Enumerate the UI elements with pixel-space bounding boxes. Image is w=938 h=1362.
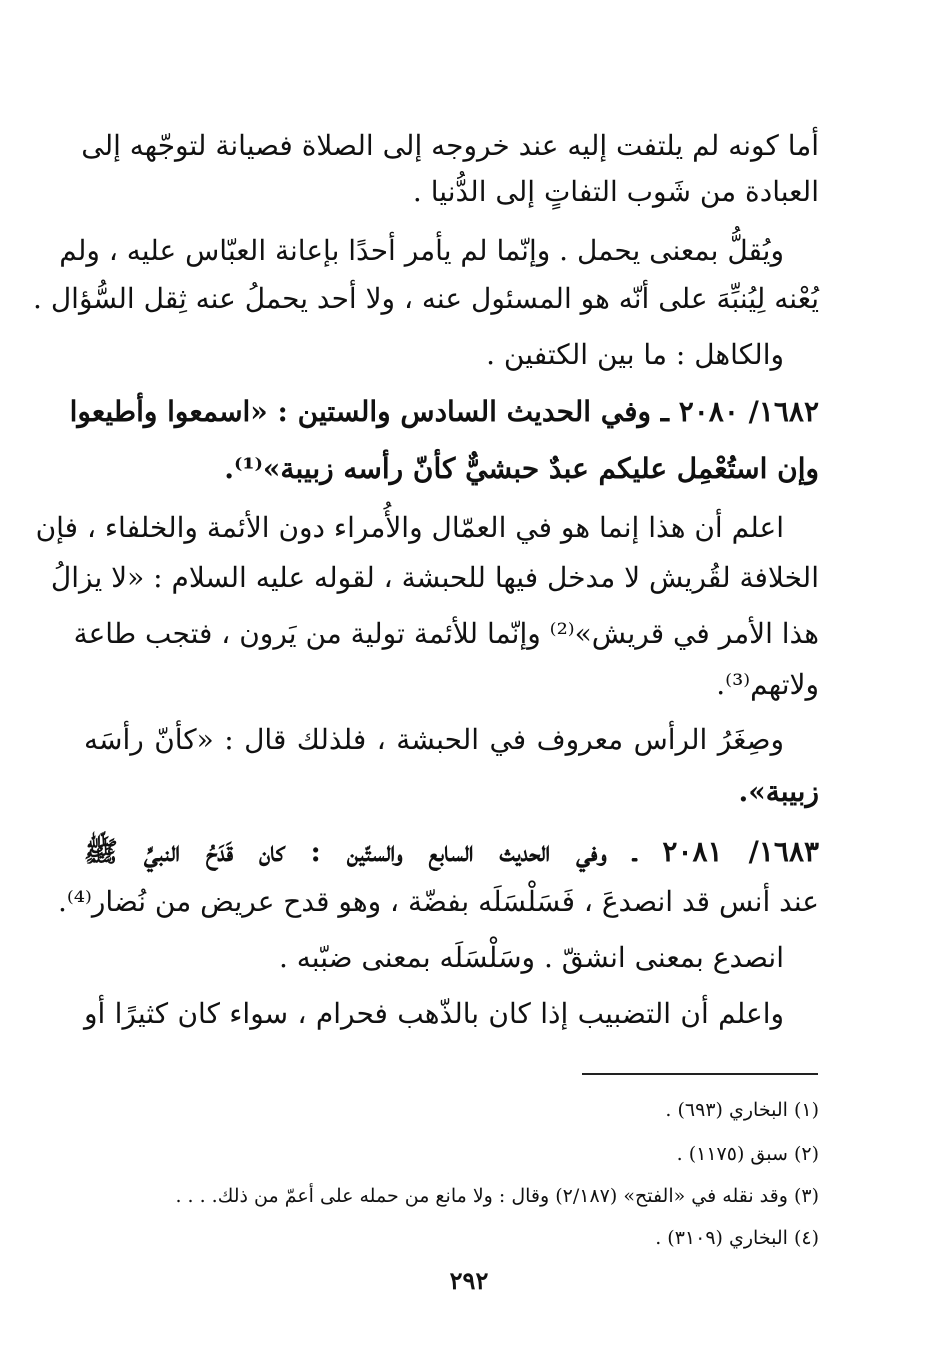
body-line-9: الخلافة لقُريش لا مدخل فيها للحبشة ، لقوله عليه السلام : «لا يزالُ <box>50 561 819 594</box>
body-line-15: عند أنس قد انصدعَ ، فَسَلْسَلَه بفضّة ، وهو قدح عريض من نُضار⁽⁴⁾. <box>58 885 819 918</box>
footnote-2: (٢) سبق (١١٧٥) . <box>676 1143 819 1165</box>
body-line-8: اعلم أن هذا إنما هو في العمّال والأُمراء دون الأئمة والخلفاء ، فإن <box>35 511 784 544</box>
body-line-17: واعلم أن التضبيب إذا كان بالذّهب فحرام ، سواء كان كثيرًا أو <box>84 997 785 1030</box>
footnote-separator <box>582 1073 818 1075</box>
body-line-16: انصدع بمعنى انشقّ . وسَلْسَلَه بمعنى ضبّبه . <box>278 941 784 974</box>
body-line-11: ولاتهم⁽³⁾. <box>716 668 819 701</box>
body-line-13: زبيبة». <box>738 775 819 808</box>
footnote-1: (١) البخاري (٦٩٣) . <box>665 1099 819 1121</box>
hadith-1683-heading: ١٦٨٣/ ٢٠٨١ ـ وفي الحديث السابع والستّين : كان قَدَحُ النبيِّ ﷺ <box>84 835 820 868</box>
hadith-1682-heading: ١٦٨٢/ ٢٠٨٠ ـ وفي الحديث السادس والستين : «اسمعوا وأطيعوا <box>69 395 819 428</box>
hadith-1682-text: وإن استُعْمِل عليكم عبدٌ حبشيٌّ كأنّ رأسه زبيبة»⁽¹⁾. <box>224 452 819 485</box>
body-line-3: ويُقلُّ بمعنى يحمل . وإنّما لم يأمر أحدًا بإعانة العبّاس عليه ، ولم <box>59 234 784 267</box>
body-line-4: يُعْنه لِيُنبِّهَ على أنّه هو المسئول عنه ، ولا أحد يحملُ عنه ثِقل السُّؤال . <box>33 282 819 315</box>
page-number: ٢٩٢ <box>449 1266 489 1295</box>
body-line-12: وصِغَرُ الرأس معروف في الحبشة ، فلذلك قال : «كأنّ رأسَه <box>84 723 784 756</box>
footnote-4: (٤) البخاري (٣١٠٩) . <box>655 1227 819 1249</box>
body-line-5: والكاهل : ما بين الكتفين . <box>486 338 784 371</box>
body-line-10: هذا الأمر في قريش»⁽²⁾ وإنّما للأئمة تولية من يَرون ، فتجب طاعة <box>73 617 819 650</box>
footnote-3: (٣) وقد نقله في «الفتح» (٢/١٨٧) وقال : ولا مانع من حمله على أعمّ من ذلك. . . . <box>175 1185 819 1207</box>
body-line-2: العبادة من شَوب التفاتٍ إلى الدُّنيا . <box>412 175 819 208</box>
body-line-1: أما كونه لم يلتفت إليه عند خروجه إلى الصلاة فصيانة لتوجّهه إلى <box>81 129 819 162</box>
